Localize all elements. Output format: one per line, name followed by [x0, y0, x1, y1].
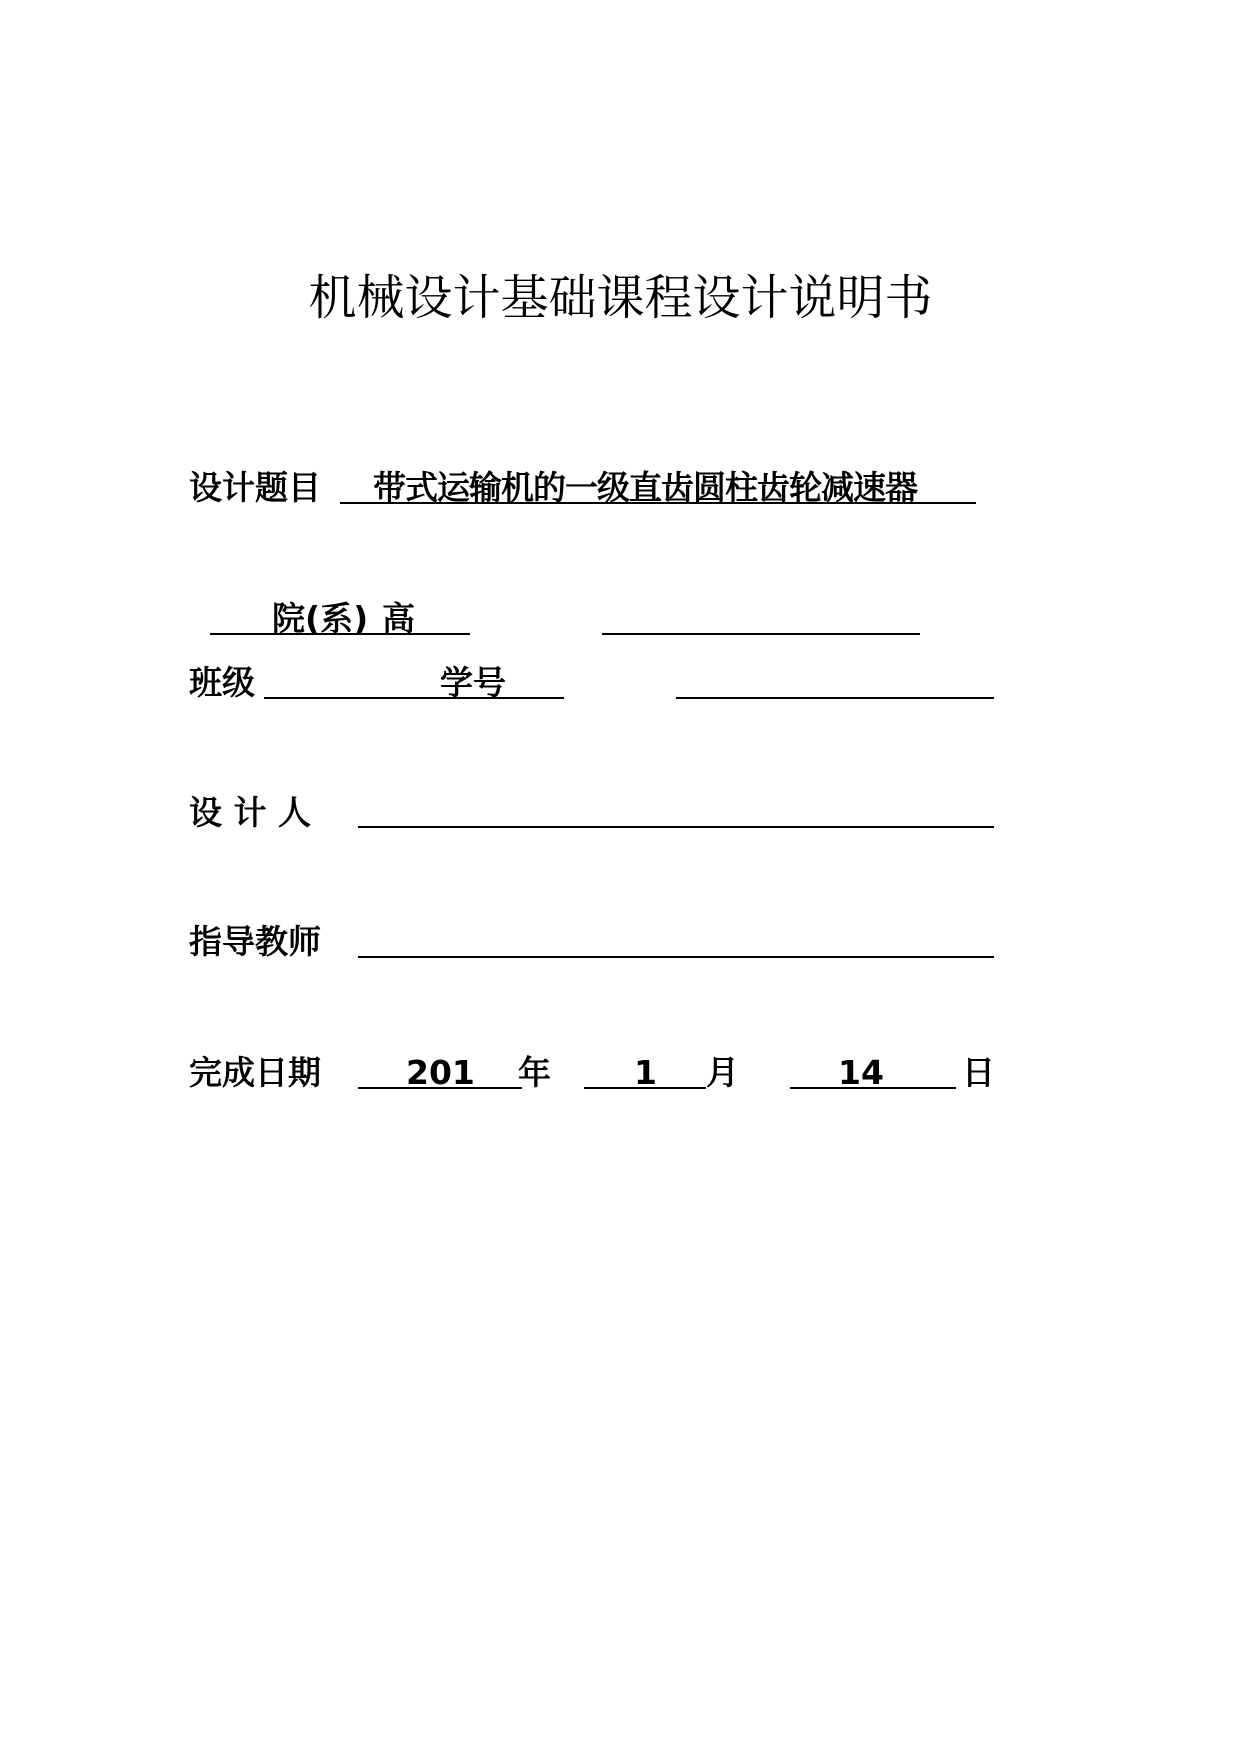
month-unit: 月: [706, 1053, 739, 1092]
topic-label: 设计题目: [189, 468, 321, 507]
student-id-label: 学号: [440, 663, 506, 702]
teacher-underline: [358, 956, 994, 958]
document-title: 机械设计基础课程设计说明书: [308, 270, 933, 326]
class-underline: [264, 697, 564, 699]
dept-label: 院(系): [272, 599, 369, 638]
topic-value: 带式运输机的一级直齿圆柱齿轮减速器: [373, 468, 917, 507]
year-unit: 年: [518, 1053, 551, 1092]
day-value: 14: [838, 1053, 884, 1092]
teacher-label: 指导教师: [189, 922, 321, 961]
student-id-underline: [676, 697, 994, 699]
month-value: 1: [634, 1053, 657, 1092]
year-value: 201: [406, 1053, 475, 1092]
date-label: 完成日期: [189, 1053, 321, 1092]
dept-underline-2: [602, 633, 920, 635]
designer-underline: [358, 826, 994, 828]
designer-label: 设 计 人: [189, 793, 311, 832]
dept-value: 高: [382, 599, 415, 638]
class-label: 班级: [189, 663, 255, 702]
day-unit: 日: [962, 1053, 995, 1092]
